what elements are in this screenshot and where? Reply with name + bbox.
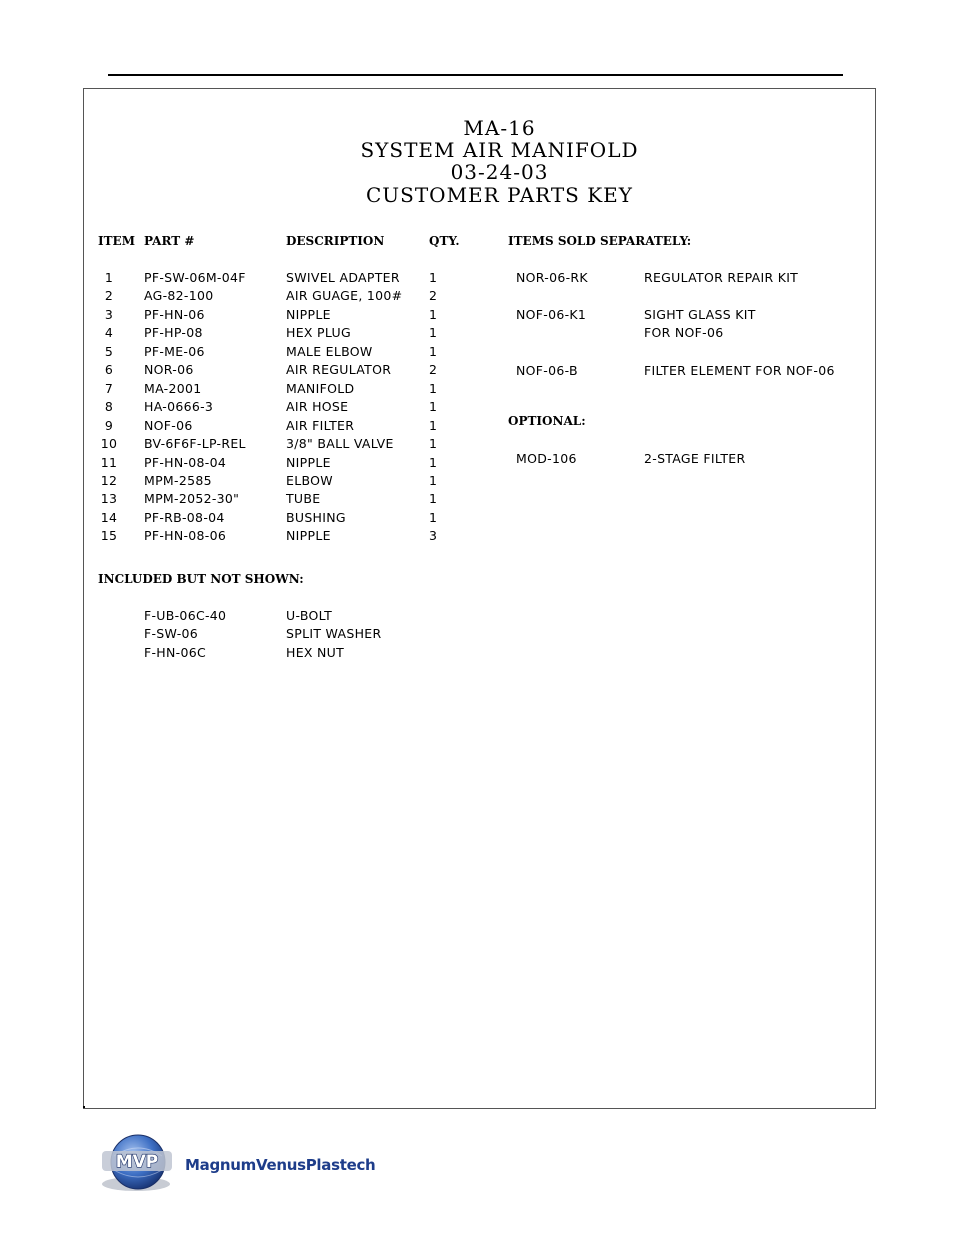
list-item: FOR NOF-06	[644, 325, 724, 340]
corner-mark	[83, 1106, 85, 1108]
cell-description: 3/8" BALL VALVE	[286, 436, 394, 451]
cell-part: PF-HP-08	[144, 325, 203, 340]
cell-description: AIR GUAGE, 100#	[286, 288, 403, 303]
cell-qty: 1	[429, 510, 438, 525]
cell-qty: 1	[429, 399, 438, 414]
optional-header: OPTIONAL:	[508, 414, 586, 428]
cell-qty: 1	[429, 455, 438, 470]
list-item: NOF-06-B	[516, 363, 578, 378]
cell-qty: 1	[429, 307, 438, 322]
cell-part: NOR-06	[144, 362, 194, 377]
cell-qty: 1	[429, 418, 438, 433]
header-qty: QTY.	[429, 234, 460, 248]
cell-part: BV-6F6F-LP-REL	[144, 436, 246, 451]
cell-description: NIPPLE	[286, 528, 331, 543]
svg-text:MVP: MVP	[115, 1152, 159, 1172]
cell-qty: 1	[429, 270, 438, 285]
cell-item: 6	[104, 362, 114, 377]
cell-description: TUBE	[286, 491, 321, 506]
list-item: HEX NUT	[286, 645, 345, 660]
cell-item: 1	[104, 270, 114, 285]
cell-part: PF-ME-06	[144, 344, 205, 359]
cell-part: MA-2001	[144, 381, 202, 396]
cell-part: NOF-06	[144, 418, 193, 433]
cell-qty: 1	[429, 436, 438, 451]
list-item: REGULATOR REPAIR KIT	[644, 270, 799, 285]
included-header: INCLUDED BUT NOT SHOWN:	[98, 572, 304, 586]
header-description: DESCRIPTION	[286, 234, 385, 248]
content-frame	[83, 88, 876, 1109]
list-item: MOD-106	[516, 451, 577, 466]
cell-description: MANIFOLD	[286, 381, 355, 396]
header-part: PART #	[144, 234, 195, 248]
cell-part: PF-RB-08-04	[144, 510, 225, 525]
cell-description: AIR HOSE	[286, 399, 349, 414]
title-date: 03-24-03	[450, 160, 549, 184]
cell-description: BUSHING	[286, 510, 346, 525]
list-item: NOR-06-RK	[516, 270, 588, 285]
cell-qty: 2	[429, 288, 438, 303]
sold-separately-header: ITEMS SOLD SEPARATELY:	[508, 234, 692, 248]
cell-qty: 1	[429, 491, 438, 506]
cell-item: 9	[104, 418, 114, 433]
cell-item: 12	[100, 473, 118, 488]
cell-item: 3	[104, 307, 114, 322]
cell-description: ELBOW	[286, 473, 333, 488]
cell-item: 2	[104, 288, 114, 303]
cell-item: 15	[100, 528, 118, 543]
cell-part: HA-0666-3	[144, 399, 214, 414]
title-key: CUSTOMER PARTS KEY	[365, 183, 633, 207]
cell-description: NIPPLE	[286, 307, 331, 322]
cell-part: MPM-2052-30"	[144, 491, 240, 506]
cell-description: AIR FILTER	[286, 418, 355, 433]
top-rule	[108, 74, 843, 76]
cell-part: PF-HN-06	[144, 307, 205, 322]
cell-item: 5	[104, 344, 114, 359]
cell-item: 14	[100, 510, 118, 525]
cell-item: 13	[100, 491, 118, 506]
list-item: SIGHT GLASS KIT	[644, 307, 756, 322]
cell-part: MPM-2585	[144, 473, 212, 488]
cell-part: PF-HN-08-04	[144, 455, 227, 470]
cell-qty: 1	[429, 325, 438, 340]
list-item: 2-STAGE FILTER	[644, 451, 746, 466]
cell-qty: 2	[429, 362, 438, 377]
cell-part: AG-82-100	[144, 288, 214, 303]
cell-qty: 1	[429, 344, 438, 359]
cell-item: 11	[100, 455, 118, 470]
cell-part: PF-SW-06M-04F	[144, 270, 246, 285]
title-model: MA-16	[463, 116, 536, 140]
cell-item: 7	[104, 381, 114, 396]
cell-item: 4	[104, 325, 114, 340]
cell-item: 10	[100, 436, 118, 451]
company-name: MagnumVenusPlastech	[185, 1156, 376, 1174]
list-item: SPLIT WASHER	[286, 626, 382, 641]
cell-qty: 1	[429, 381, 438, 396]
cell-qty: 3	[429, 528, 438, 543]
list-item: F-UB-06C-40	[144, 608, 227, 623]
cell-description: SWIVEL ADAPTER	[286, 270, 400, 285]
title-system: SYSTEM AIR MANIFOLD	[360, 138, 639, 162]
cell-part: PF-HN-08-06	[144, 528, 227, 543]
list-item: NOF-06-K1	[516, 307, 587, 322]
list-item: F-SW-06	[144, 626, 199, 641]
header-item: ITEM	[98, 234, 135, 248]
cell-item: 8	[104, 399, 114, 414]
cell-description: MALE ELBOW	[286, 344, 373, 359]
cell-description: NIPPLE	[286, 455, 331, 470]
list-item: U-BOLT	[286, 608, 333, 623]
list-item: FILTER ELEMENT FOR NOF-06	[644, 363, 835, 378]
cell-description: HEX PLUG	[286, 325, 351, 340]
cell-qty: 1	[429, 473, 438, 488]
cell-description: AIR REGULATOR	[286, 362, 392, 377]
list-item: F-HN-06C	[144, 645, 206, 660]
